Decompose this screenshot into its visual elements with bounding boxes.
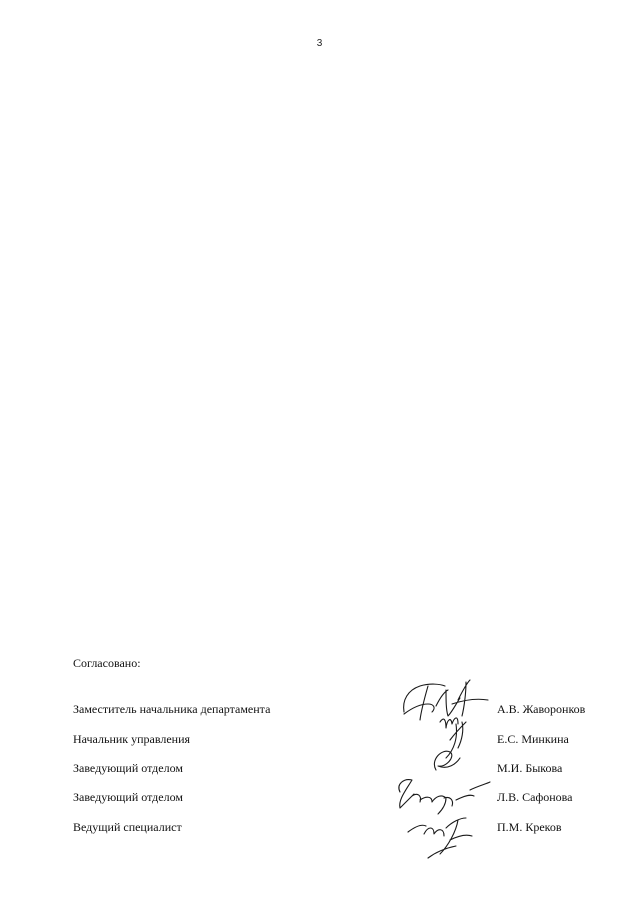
approval-position: Заведующий отделом [73,761,183,775]
approval-row [73,732,603,752]
approval-person: Л.В. Сафонова [497,790,573,804]
approval-person: Е.С. Минкина [497,732,569,746]
approval-person: А.В. Жаворонков [497,702,586,716]
approval-row [73,761,603,781]
approval-position: Начальник управления [73,732,191,746]
approval-heading: Согласовано: [73,656,141,670]
approval-position: Ведущий специалист [73,820,182,834]
approval-position: Заведующий отделом [73,790,183,804]
approval-row [73,702,603,722]
approval-row [73,790,603,810]
approval-person: П.М. Креков [497,820,562,834]
approval-position: Заместитель начальника департамента [73,702,271,716]
approval-person: М.И. Быкова [497,761,563,775]
approval-row [73,820,603,840]
page-number: 3 [316,38,323,49]
